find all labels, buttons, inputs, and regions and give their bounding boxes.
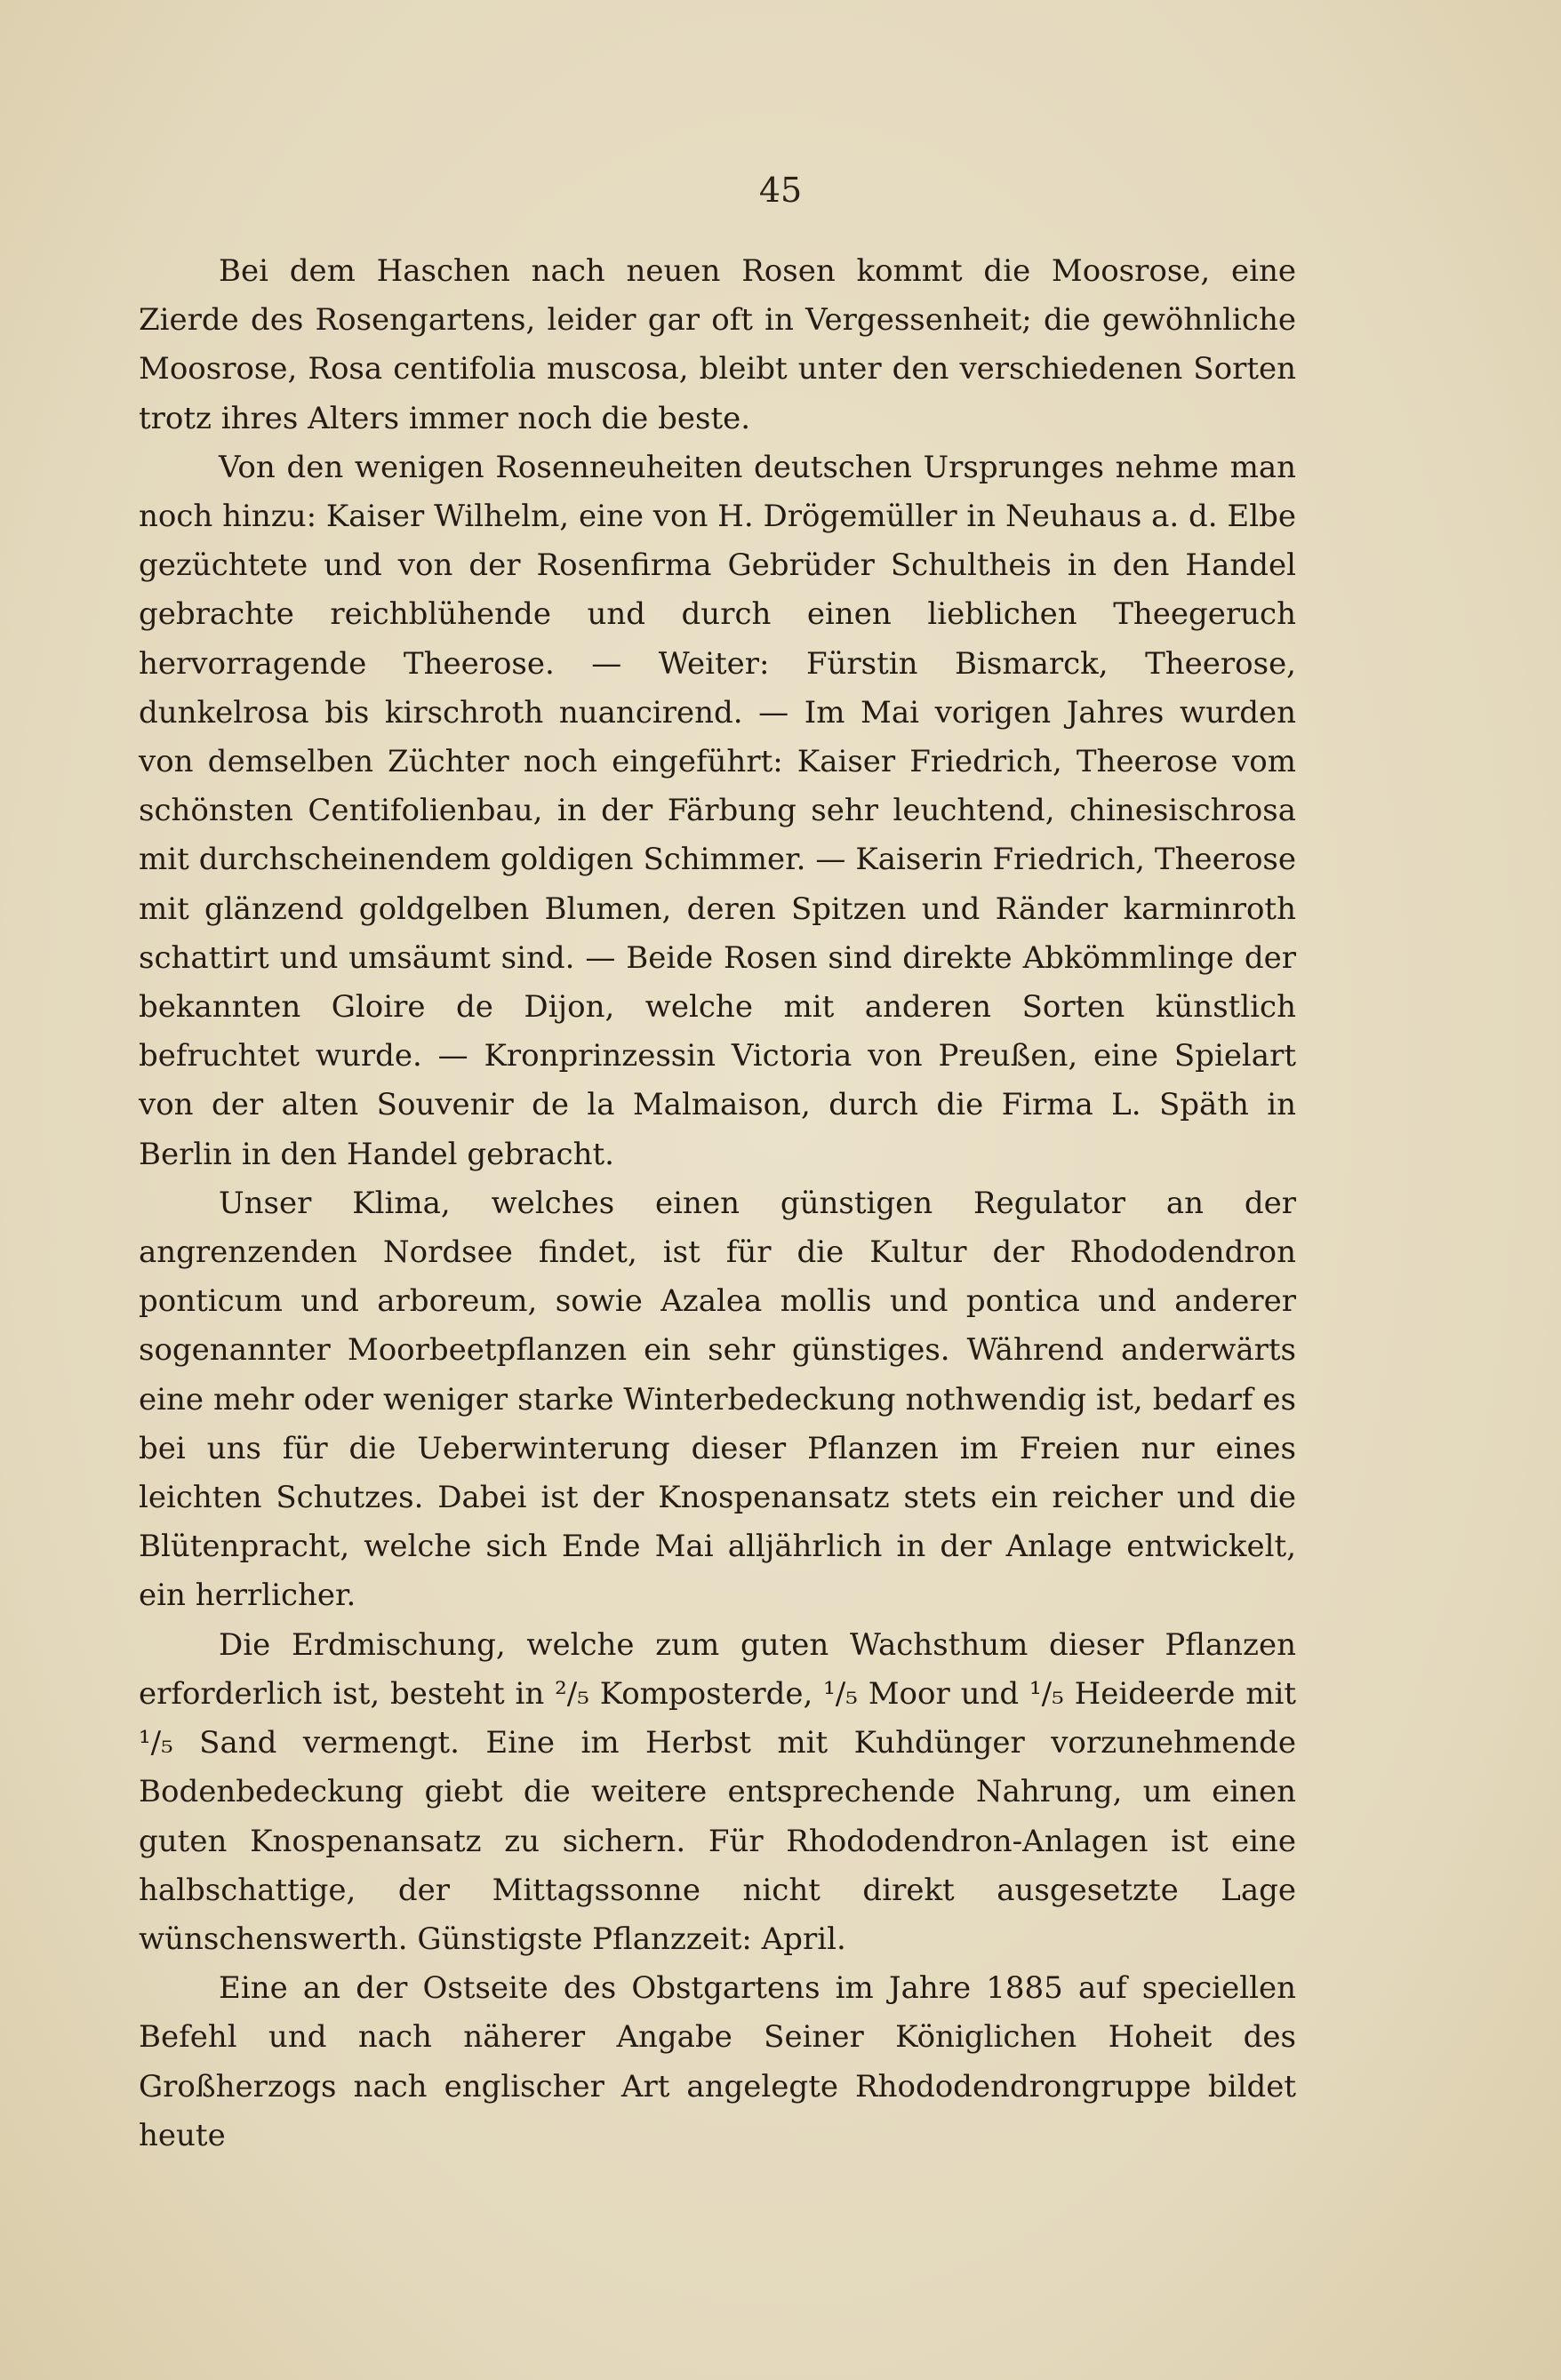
paragraph-rhododendrongruppe: Eine an der Ostseite des Obstgartens im Jahre 1885 auf speciellen Befehl und nach näherer Angabe Seiner Königlichen Hoheit des Großherzogs nach englischer Art angelegte Rhododendrongruppe bildet heute (139, 1970, 1296, 2153)
paragraph-rosenneuheiten: Von den wenigen Rosenneuheiten deutschen Ursprunges nehme man noch hinzu: Kaiser Wilhelm, eine von H. Drögemüller in Neuhaus a. d. Elbe gezüchtete und von der Rosenfirma Gebrüder Schultheis in den Handel gebrachte reichblühende und durch einen lieblichen Theegeruch hervorragende Theerose. — Weiter: Fürstin Bismarck, Theerose, dunkelrosa bis kirschroth nuancirend. — Im Mai vorigen Jahres wurden von demselben Züchter noch eingeführt: Kaiser Friedrich, Theerose vom schönsten Centifolienbau, in der Färbung sehr leuchtend, chinesischrosa mit durchscheinendem goldigen Schimmer. — Kaiserin Friedrich, Theerose mit glänzend goldgelben Blumen, deren Spitzen und Ränder karminroth schattirt und umsäumt sind. — Beide Rosen sind direkte Abkömmlinge der bekannten Gloire de Dijon, welche mit anderen Sorten künstlich befruchtet wurde. — Kronprinzessin Victoria von Preußen, eine Spielart von der alten Souvenir de la Malmaison, durch die Firma L. Späth in Berlin in den Handel gebracht. (139, 449, 1296, 1172)
body-text (139, 247, 1296, 2160)
paragraph-klima: Unser Klima, welches einen günstigen Regulator an der angrenzenden Nordsee findet, ist für die Kultur der Rhododendron ponticum und arboreum, sowie Azalea mollis und pontica und anderer sogenannter Moorbeetpflanzen ein sehr günstiges. Während anderwärts eine mehr oder weniger starke Winterbedeckung nothwendig ist, bedarf es bei uns für die Ueberwinterung dieser Pflanzen im Freien nur eines leichten Schutzes. Dabei ist der Knospenansatz stets ein reicher und die Blütenpracht, welche sich Ende Mai alljährlich in der Anlage entwickelt, ein herrlicher. (139, 1185, 1296, 1614)
page-number: 45 (758, 171, 803, 210)
paragraph-moosrose: Bei dem Haschen nach neuen Rosen kommt die Moosrose, eine Zierde des Rosengartens, leider gar oft in Vergessenheit; die gewöhnliche Moosrose, Rosa centifolia muscosa, bleibt unter den verschiedenen Sorten trotz ihres Alters immer noch die beste. (139, 253, 1296, 436)
paragraph-erdmischung: Die Erdmischung, welche zum guten Wachsthum dieser Pflanzen erforderlich ist, besteht in ²/₅ Komposterde, ¹/₅ Moor und ¹/₅ Heideerde mit ¹/₅ Sand vermengt. Eine im Herbst mit Kuhdünger vorzunehmende Bodenbedeckung giebt die weitere entsprechende Nahrung, um einen guten Knospenansatz zu sichern. Für Rhododendron-Anlagen ist eine halbschattige, der Mittagssonne nicht direkt ausgesetzte Lage wünschenswerth. Günstigste Pflanzzeit: April. (139, 1626, 1296, 1957)
